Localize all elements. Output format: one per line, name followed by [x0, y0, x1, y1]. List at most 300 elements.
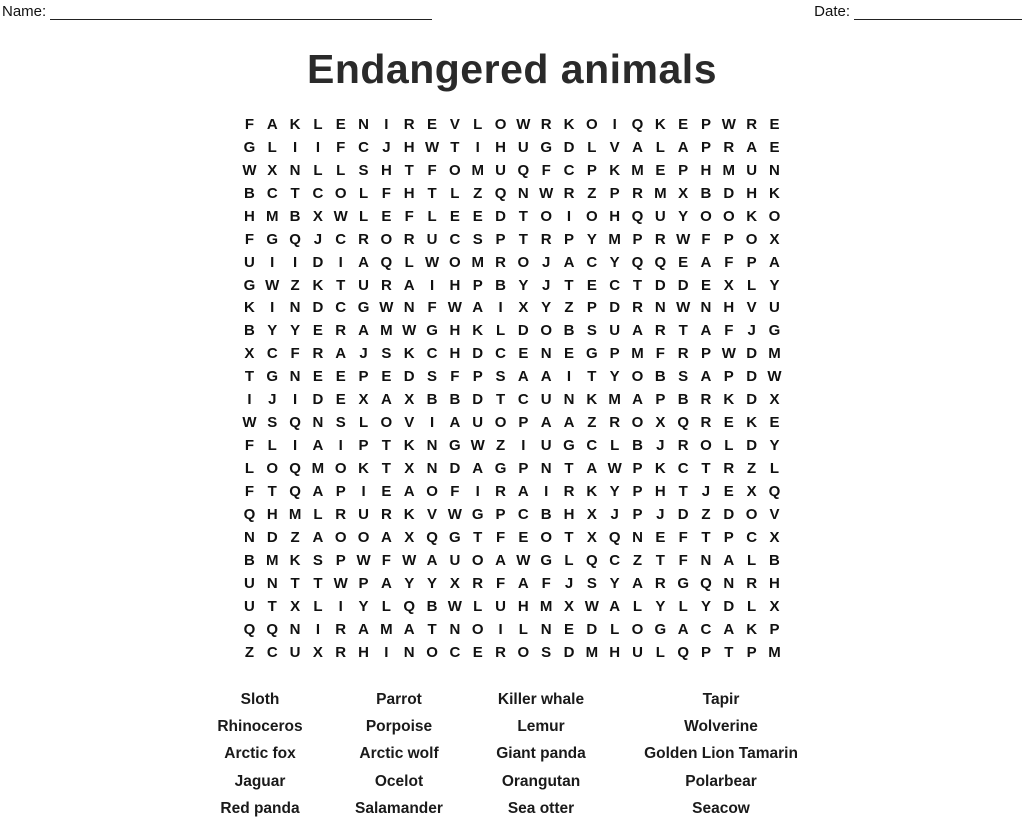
- grid-letter: Y: [655, 597, 666, 615]
- grid-letter: C: [746, 528, 758, 546]
- grid-letter: A: [746, 138, 758, 156]
- grid-letter: J: [610, 505, 619, 523]
- grid-letter: K: [654, 460, 666, 478]
- grid-letter: Z: [701, 505, 711, 523]
- grid-letter: E: [449, 207, 460, 225]
- grid-letter: Z: [564, 299, 574, 317]
- grid-letter: O: [357, 528, 370, 546]
- grid-letter: L: [267, 437, 277, 455]
- grid-letter: A: [700, 253, 712, 271]
- grid-letter: P: [678, 161, 689, 179]
- word-bank-row: [190, 686, 830, 713]
- grid-letter: H: [517, 597, 529, 615]
- grid-letter: G: [540, 138, 553, 156]
- grid-letter: W: [402, 551, 417, 569]
- grid-letter: T: [427, 620, 437, 638]
- grid-letter: P: [723, 528, 734, 546]
- grid-letter: L: [267, 138, 277, 156]
- grid-letter: L: [655, 643, 665, 661]
- grid-letter: X: [769, 528, 780, 546]
- grid-letter: P: [632, 482, 643, 500]
- grid-letter: H: [769, 574, 780, 592]
- grid-letter: G: [471, 505, 484, 523]
- grid-letter: L: [678, 597, 688, 615]
- grid-letter: R: [723, 138, 735, 156]
- grid-letter: M: [380, 322, 393, 340]
- grid-letter: P: [632, 505, 643, 523]
- grid-letter: B: [243, 322, 255, 340]
- grid-letter: Q: [631, 207, 644, 225]
- grid-letter: M: [380, 620, 393, 638]
- grid-row: [238, 205, 786, 228]
- grid-letter: P: [518, 460, 529, 478]
- grid-letter: C: [335, 299, 347, 317]
- grid-letter: H: [449, 322, 461, 340]
- grid-letter: D: [472, 391, 484, 409]
- word-bank-row: [190, 796, 830, 823]
- grid-letter: I: [612, 115, 617, 133]
- grid-letter: V: [609, 138, 620, 156]
- grid-letter: Q: [426, 528, 438, 546]
- grid-letter: X: [290, 597, 301, 615]
- grid-letter: D: [517, 322, 529, 340]
- grid-letter: E: [678, 253, 689, 271]
- grid-letter: I: [544, 482, 549, 500]
- grid-letter: O: [722, 207, 735, 225]
- grid-letter: A: [266, 115, 278, 133]
- grid-letter: P: [632, 460, 643, 478]
- grid-letter: V: [404, 414, 415, 432]
- grid-letter: F: [404, 207, 414, 225]
- grid-letter: P: [495, 505, 506, 523]
- grid-letter: I: [498, 620, 503, 638]
- grid-letter: K: [723, 391, 735, 409]
- grid-letter: A: [312, 528, 324, 546]
- grid-letter: B: [540, 505, 552, 523]
- grid-letter: T: [427, 184, 437, 202]
- word-bank-word: Sloth: [240, 690, 280, 708]
- grid-letter: N: [517, 184, 529, 202]
- grid-row: [238, 136, 786, 159]
- grid-letter: W: [447, 299, 462, 317]
- grid-letter: A: [563, 253, 575, 271]
- grid-letter: L: [473, 597, 483, 615]
- grid-letter: K: [358, 460, 369, 478]
- grid-letter: F: [450, 368, 460, 386]
- grid-letter: O: [586, 115, 598, 133]
- grid-letter: A: [312, 437, 324, 455]
- grid-letter: R: [312, 345, 324, 363]
- grid-letter: R: [335, 620, 347, 638]
- grid-letter: M: [288, 505, 302, 523]
- grid-letter: B: [449, 391, 461, 409]
- grid-letter: O: [380, 230, 393, 248]
- grid-letter: P: [586, 161, 597, 179]
- grid-letter: S: [312, 551, 323, 569]
- grid-letter: M: [265, 207, 279, 225]
- grid-letter: I: [384, 643, 389, 661]
- grid-letter: U: [609, 322, 621, 340]
- grid-letter: E: [586, 276, 597, 294]
- word-bank-word: Arctic wolf: [359, 745, 439, 763]
- grid-letter: Z: [587, 184, 597, 202]
- grid-letter: M: [608, 391, 621, 409]
- grid-letter: I: [475, 482, 480, 500]
- grid-letter: X: [678, 184, 689, 202]
- grid-letter: Q: [494, 184, 507, 202]
- word-bank-word: Porpoise: [365, 718, 433, 736]
- grid-letter: L: [564, 551, 574, 569]
- grid-letter: C: [517, 505, 529, 523]
- grid-letter: C: [335, 230, 347, 248]
- grid-row: [238, 411, 786, 434]
- grid-letter: L: [769, 460, 780, 478]
- grid-letter: S: [541, 643, 552, 661]
- grid-letter: P: [632, 230, 643, 248]
- grid-row: [238, 595, 786, 618]
- grid-letter: N: [632, 528, 643, 546]
- grid-letter: R: [335, 322, 347, 340]
- grid-letter: L: [747, 597, 757, 615]
- grid-letter: U: [632, 643, 643, 661]
- grid-letter: O: [517, 253, 530, 271]
- grid-letter: L: [404, 253, 414, 271]
- grid-letter: C: [586, 437, 598, 455]
- grid-letter: J: [656, 505, 665, 523]
- grid-letter: W: [424, 253, 440, 271]
- grid-letter: S: [586, 322, 597, 340]
- grid-letter: I: [338, 597, 343, 615]
- grid-letter: L: [747, 551, 757, 569]
- grid-letter: I: [315, 138, 320, 156]
- grid-letter: O: [517, 643, 530, 661]
- grid-letter: Y: [609, 574, 620, 592]
- grid-letter: U: [243, 597, 255, 615]
- grid-letter: T: [518, 230, 528, 248]
- grid-letter: P: [518, 414, 529, 432]
- grid-letter: L: [336, 161, 346, 179]
- grid-letter: N: [723, 574, 735, 592]
- grid-letter: R: [654, 230, 666, 248]
- grid-letter: T: [495, 391, 506, 409]
- grid-letter: Z: [495, 437, 506, 455]
- grid-letter: T: [655, 551, 665, 569]
- grid-letter: Y: [700, 597, 711, 615]
- grid-letter: E: [518, 345, 529, 363]
- grid-letter: H: [495, 138, 506, 156]
- grid-letter: F: [381, 184, 391, 202]
- grid-letter: E: [655, 528, 666, 546]
- grid-letter: E: [518, 528, 529, 546]
- grid-letter: O: [540, 528, 553, 546]
- grid-letter: S: [381, 345, 392, 363]
- grid-letter: R: [495, 643, 506, 661]
- grid-letter: A: [403, 620, 415, 638]
- grid-letter: P: [472, 368, 483, 386]
- grid-letter: U: [746, 161, 758, 179]
- grid-row: [238, 388, 786, 411]
- grid-row: [238, 526, 786, 549]
- grid-letter: T: [450, 138, 460, 156]
- word-bank-word: Lemur: [517, 718, 565, 736]
- grid-letter: R: [335, 505, 347, 523]
- grid-letter: H: [723, 299, 735, 317]
- word-bank-word: Wolverine: [684, 718, 758, 736]
- grid-letter: N: [266, 574, 278, 592]
- grid-letter: N: [403, 299, 415, 317]
- grid-letter: D: [677, 505, 689, 523]
- grid-letter: M: [631, 345, 644, 363]
- grid-letter: I: [270, 253, 275, 271]
- grid-letter: R: [335, 643, 347, 661]
- grid-letter: Y: [404, 574, 415, 592]
- grid-letter: Z: [473, 184, 483, 202]
- word-bank-word: Orangutan: [501, 772, 581, 790]
- grid-letter: N: [540, 460, 552, 478]
- grid-letter: Q: [243, 620, 256, 638]
- grid-letter: H: [449, 276, 461, 294]
- grid-letter: T: [587, 368, 597, 386]
- grid-letter: O: [586, 207, 598, 225]
- grid-letter: I: [384, 115, 389, 133]
- grid-letter: O: [745, 230, 758, 248]
- grid-letter: W: [424, 138, 440, 156]
- grid-letter: U: [654, 207, 666, 225]
- grid-letter: E: [381, 482, 392, 500]
- grid-letter: M: [311, 460, 325, 478]
- grid-letter: W: [516, 551, 531, 569]
- grid-letter: A: [632, 391, 643, 409]
- grid-letter: T: [267, 482, 277, 500]
- grid-letter: W: [767, 368, 782, 386]
- grid-letter: Y: [769, 437, 780, 455]
- grid-letter: B: [700, 184, 712, 202]
- grid-letter: Q: [289, 460, 301, 478]
- grid-letter: E: [655, 161, 666, 179]
- grid-letter: T: [701, 528, 711, 546]
- grid-letter: B: [243, 184, 255, 202]
- grid-letter: D: [563, 643, 575, 661]
- grid-letter: D: [472, 345, 484, 363]
- grid-letter: M: [608, 230, 621, 248]
- grid-letter: L: [358, 184, 369, 202]
- grid-letter: D: [586, 620, 598, 638]
- grid-letter: I: [315, 620, 320, 638]
- grid-row: [238, 182, 786, 205]
- grid-letter: B: [243, 551, 255, 569]
- grid-letter: S: [267, 414, 278, 432]
- grid-letter: P: [655, 391, 666, 409]
- grid-letter: P: [335, 482, 346, 500]
- grid-letter: L: [450, 184, 460, 202]
- grid-letter: U: [472, 414, 484, 432]
- word-bank-word: Seacow: [692, 800, 750, 818]
- word-bank-word: Killer whale: [497, 690, 585, 708]
- grid-letter: A: [495, 551, 506, 569]
- grid-letter: K: [746, 414, 758, 432]
- grid-letter: X: [723, 276, 734, 294]
- grid-letter: N: [700, 299, 712, 317]
- grid-letter: B: [769, 551, 780, 569]
- grid-letter: F: [541, 161, 551, 179]
- word-bank-word: Sea otter: [507, 800, 575, 818]
- grid-letter: K: [312, 276, 324, 294]
- grid-letter: X: [586, 505, 597, 523]
- grid-letter: P: [358, 437, 369, 455]
- grid-letter: R: [540, 230, 552, 248]
- grid-letter: U: [540, 391, 552, 409]
- grid-letter: D: [746, 437, 758, 455]
- grid-letter: F: [336, 138, 346, 156]
- grid-letter: R: [746, 574, 758, 592]
- grid-letter: G: [266, 230, 279, 248]
- grid-letter: U: [495, 161, 506, 179]
- date-field: [814, 3, 1022, 20]
- grid-letter: D: [723, 184, 735, 202]
- grid-letter: F: [678, 528, 688, 546]
- grid-row: [238, 159, 786, 182]
- grid-letter: D: [312, 391, 324, 409]
- grid-letter: Q: [608, 528, 621, 546]
- grid-letter: A: [358, 253, 369, 271]
- grid-letter: W: [265, 276, 280, 294]
- grid-row: [238, 319, 786, 342]
- grid-letter: E: [678, 115, 689, 133]
- grid-letter: L: [473, 115, 483, 133]
- grid-letter: U: [243, 574, 255, 592]
- grid-letter: F: [541, 574, 551, 592]
- grid-letter: I: [361, 482, 366, 500]
- grid-letter: O: [768, 207, 781, 225]
- word-bank-word: Salamander: [355, 800, 443, 818]
- grid-letter: W: [402, 322, 417, 340]
- grid-letter: H: [609, 643, 621, 661]
- grid-row: [238, 480, 786, 503]
- grid-letter: G: [677, 574, 689, 592]
- grid-letter: D: [723, 505, 735, 523]
- grid-letter: O: [380, 414, 393, 432]
- grid-letter: M: [722, 161, 736, 179]
- grid-letter: O: [449, 253, 461, 271]
- grid-letter: A: [586, 460, 598, 478]
- grid-letter: L: [313, 115, 323, 133]
- grid-letter: I: [338, 437, 343, 455]
- grid-letter: G: [426, 322, 438, 340]
- grid-letter: I: [292, 391, 298, 409]
- grid-letter: N: [426, 437, 438, 455]
- grid-letter: P: [700, 138, 711, 156]
- grid-row: [238, 434, 786, 457]
- grid-letter: N: [289, 368, 301, 386]
- grid-letter: B: [426, 391, 438, 409]
- grid-letter: W: [333, 574, 348, 592]
- grid-letter: O: [426, 482, 438, 500]
- grid-letter: T: [473, 528, 483, 546]
- word-bank-word: Giant panda: [496, 745, 586, 763]
- grid-letter: N: [540, 620, 552, 638]
- grid-letter: H: [449, 345, 461, 363]
- grid-letter: A: [358, 620, 369, 638]
- grid-letter: X: [312, 207, 323, 225]
- grid-letter: L: [747, 276, 757, 294]
- grid-letter: U: [426, 230, 438, 248]
- grid-letter: R: [677, 437, 689, 455]
- grid-letter: A: [723, 551, 735, 569]
- grid-letter: Z: [587, 414, 597, 432]
- grid-letter: O: [700, 207, 712, 225]
- grid-letter: Y: [541, 299, 552, 317]
- grid-letter: Q: [631, 115, 644, 133]
- word-search-grid: [238, 113, 786, 664]
- grid-letter: Q: [403, 597, 416, 615]
- grid-letter: F: [655, 345, 665, 363]
- grid-row: [238, 228, 786, 251]
- grid-letter: T: [290, 184, 300, 202]
- grid-letter: K: [746, 207, 758, 225]
- grid-letter: L: [427, 207, 437, 225]
- grid-letter: Y: [609, 253, 620, 271]
- grid-letter: Q: [517, 161, 530, 179]
- grid-letter: H: [358, 643, 369, 661]
- grid-row: [238, 618, 786, 641]
- grid-letter: L: [313, 505, 323, 523]
- grid-letter: C: [358, 138, 369, 156]
- grid-letter: A: [563, 414, 575, 432]
- grid-letter: P: [746, 643, 757, 661]
- grid-letter: B: [495, 276, 506, 294]
- grid-letter: Z: [290, 276, 300, 294]
- grid-letter: O: [334, 184, 347, 202]
- grid-row: [238, 641, 786, 664]
- grid-letter: E: [312, 322, 323, 340]
- grid-letter: R: [609, 414, 621, 432]
- grid-letter: U: [358, 276, 369, 294]
- word-bank-word: Jaguar: [234, 772, 286, 790]
- grid-letter: J: [542, 253, 551, 271]
- grid-letter: W: [242, 414, 257, 432]
- grid-letter: M: [471, 161, 484, 179]
- grid-letter: S: [427, 368, 438, 386]
- grid-letter: E: [335, 368, 346, 386]
- grid-letter: C: [449, 230, 461, 248]
- date-label: Date:: [814, 3, 850, 20]
- grid-letter: U: [517, 138, 529, 156]
- grid-letter: Y: [290, 322, 301, 340]
- grid-row: [238, 297, 786, 320]
- grid-letter: E: [723, 414, 734, 432]
- grid-letter: Q: [700, 574, 712, 592]
- grid-letter: M: [768, 345, 781, 363]
- grid-letter: N: [769, 161, 780, 179]
- grid-letter: X: [404, 528, 415, 546]
- grid-letter: K: [586, 391, 598, 409]
- grid-letter: L: [610, 437, 620, 455]
- grid-letter: Q: [631, 253, 644, 271]
- grid-letter: P: [358, 574, 369, 592]
- grid-letter: Q: [266, 620, 279, 638]
- grid-letter: W: [676, 230, 691, 248]
- grid-letter: E: [564, 345, 575, 363]
- grid-letter: Y: [609, 482, 620, 500]
- name-field: [2, 3, 432, 20]
- grid-letter: G: [494, 460, 507, 478]
- grid-letter: T: [313, 574, 323, 592]
- grid-letter: J: [747, 322, 756, 340]
- grid-letter: V: [769, 505, 780, 523]
- grid-letter: G: [357, 299, 370, 317]
- grid-letter: Y: [518, 276, 529, 294]
- grid-letter: V: [449, 115, 460, 133]
